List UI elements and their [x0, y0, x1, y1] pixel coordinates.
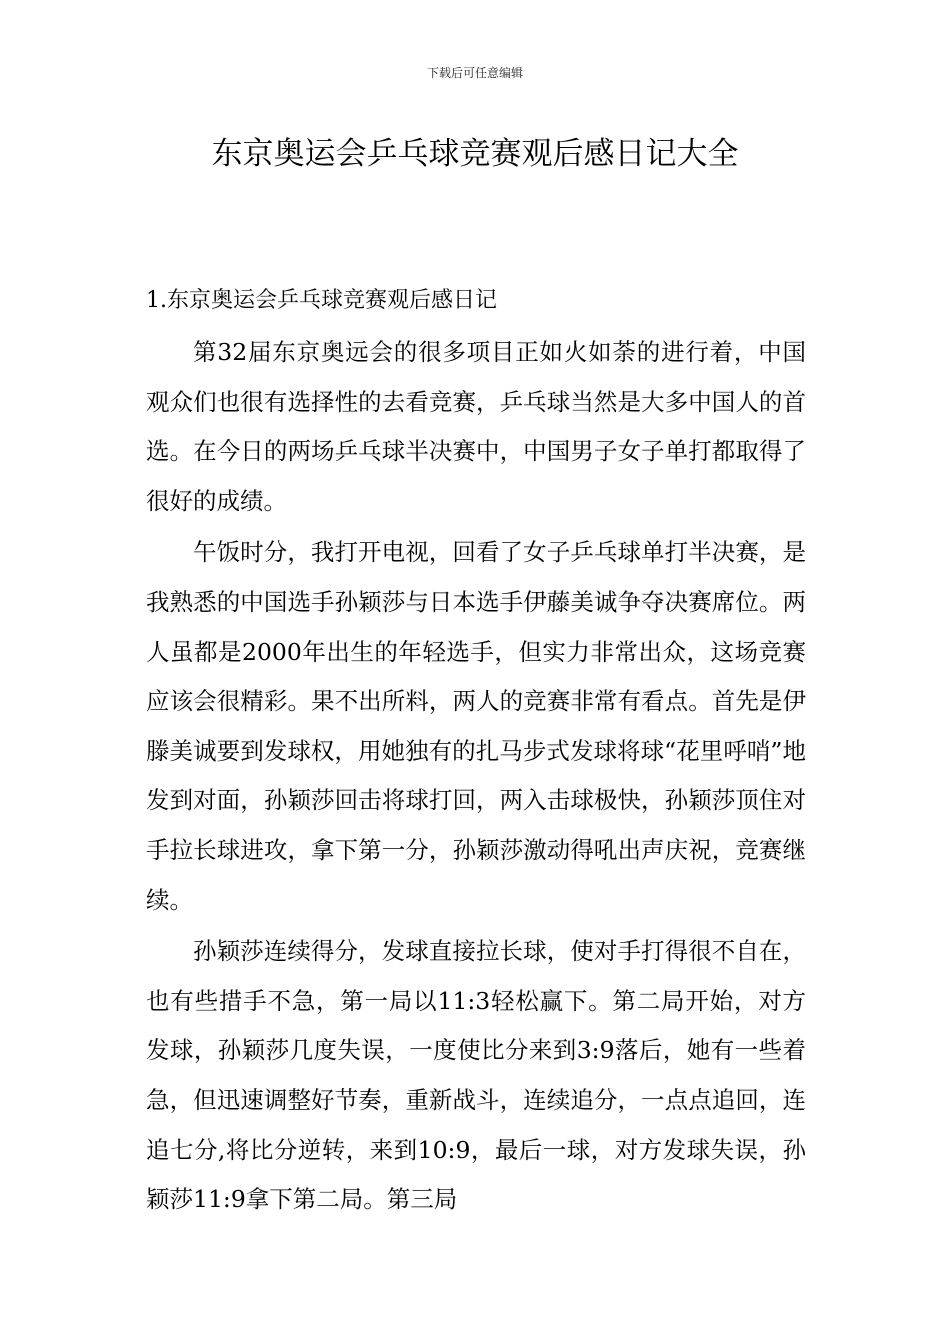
section-heading: 1.东京奥运会乒乓球竞赛观后感日记	[146, 288, 497, 313]
body-text	[146, 328, 806, 1225]
document-title: 东京奥运会乒乓球竞赛观后感日记大全	[211, 136, 739, 172]
paragraph: 午饭时分，我打开电视，回看了女子乒乓球单打半决赛，是我熟悉的中国选手孙颖莎与日本选手伊藤美诚争夺决赛席位。两人虽都是2000年出生的年轻选手，但实力非常出众，这场竞赛应该会很精彩。果不出所料，两人的竞赛非常有看点。首先是伊滕美诚要到发球权，用她独有的扎马步式发球将球“花里呼哨”地发到对面，孙颖莎回击将球打回，两入击球极快，孙颖莎顶住对手拉长球进攻，拿下第一分，孙颖莎激动得吼出声庆祝，竞赛继续。	[146, 538, 806, 914]
header-note: 下载后可任意编辑	[426, 66, 523, 80]
paragraph: 孙颖莎连续得分，发球直接拉长球，使对手打得很不自在，也有些措手不急，第一局以11:3轻松赢下。第二局开始，对方发球，孙颖莎几度失误，一度使比分来到3:9落后，她有一些着急，但迅速调整好节奏，重新战斗，连续追分，一点点追回，连追七分,将比分逆转，来到10:9，最后一球，对方发球失误，孙颖莎11:9拿下第二局。第三局	[146, 937, 806, 1214]
paragraph: 第32届东京奥远会的很多项目正如火如荼的进行着，中国观众们也很有选择性的去看竞赛，乒乓球当然是大多中国人的首选。在今日的两场乒乓球半决赛中，中国男子女子单打都取得了很好的成绩。	[146, 338, 806, 515]
